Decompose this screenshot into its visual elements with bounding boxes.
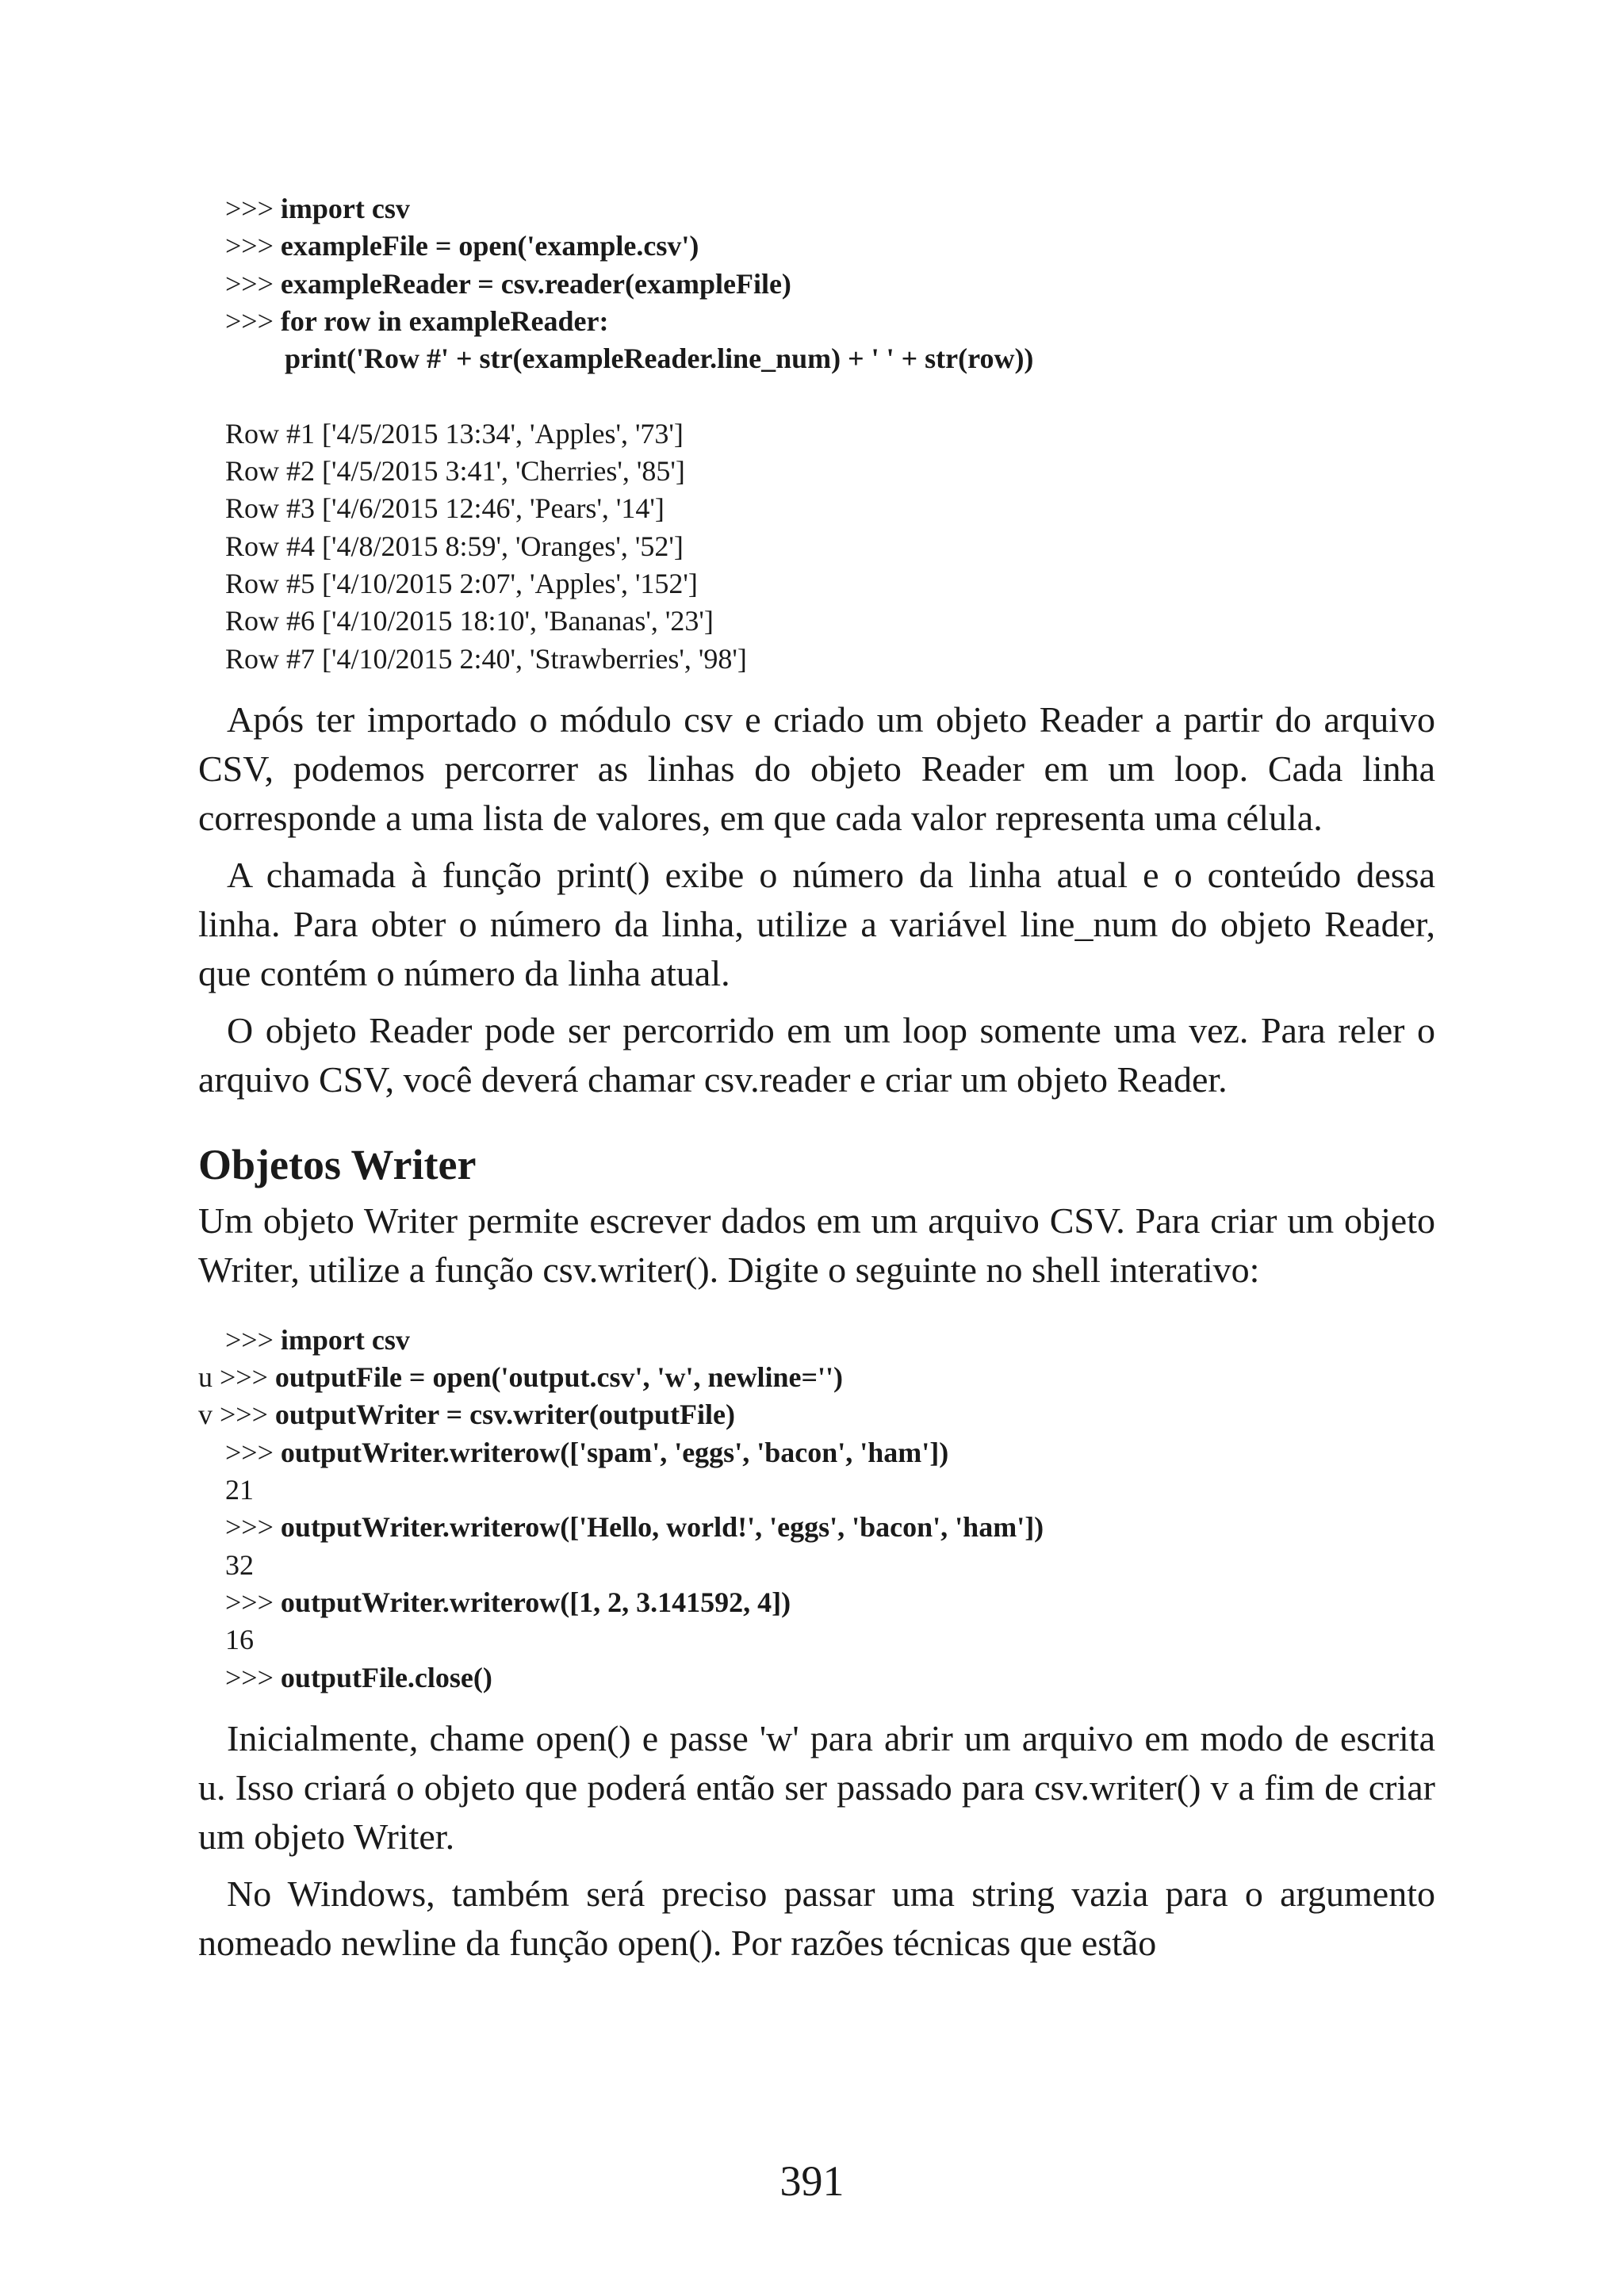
code-line: >>> outputFile.close(): [225, 1661, 492, 1693]
code-block-writer: [198, 1322, 1435, 1697]
output-line: 16: [225, 1624, 254, 1656]
output-line: Row #6 ['4/10/2015 18:10', 'Bananas', '23']: [225, 605, 714, 637]
section-intro: Um objeto Writer permite escrever dados em um arquivo CSV. Para criar um objeto Writer, utilize a função csv.writer(). Digite o seguinte no shell interativo:: [198, 1200, 1435, 1290]
code-line: >>> import csv: [225, 193, 410, 224]
code-line: >>> outputWriter.writerow(['Hello, world!', 'eggs', 'bacon', 'ham']): [225, 1511, 1044, 1544]
code-line: >>> exampleFile = open('example.csv'): [225, 230, 699, 262]
book-page: [198, 190, 1435, 1976]
page-number: 391: [779, 2157, 845, 2205]
code-block-reader: [198, 190, 1435, 678]
output-line: Row #3 ['4/6/2015 12:46', 'Pears', '14']: [225, 492, 665, 525]
callout-marker: v: [198, 1399, 220, 1431]
code-blank-line: [225, 377, 1435, 415]
body-paragraph: Inicialmente, chame open() e passe 'w' para abrir um arquivo em modo de escrita u. Isso criará o objeto que poderá então ser passado para csv.writer() v a fim de criar um objeto Writer.: [198, 1717, 1435, 1857]
output-line: Row #2 ['4/5/2015 3:41', 'Cherries', '85']: [225, 455, 685, 488]
code-line: v >>> outputWriter = csv.writer(outputFile): [198, 1399, 736, 1431]
body-paragraph: O objeto Reader pode ser percorrido em um loop somente uma vez. Para reler o arquivo CSV, você deverá chamar csv.reader e criar um objeto Reader.: [198, 1009, 1435, 1100]
output-line: 32: [225, 1548, 254, 1581]
output-line: 21: [225, 1474, 254, 1506]
code-line: >>> import csv: [225, 1323, 410, 1356]
output-line: Row #4 ['4/8/2015 8:59', 'Oranges', '52']: [225, 530, 684, 562]
output-line: Row #1 ['4/5/2015 13:34', 'Apples', '73']: [225, 417, 684, 450]
output-line: Row #5 ['4/10/2015 2:07', 'Apples', '152']: [225, 567, 698, 599]
section-heading: Objetos Writer: [198, 1140, 477, 1188]
code-line: >>> for row in exampleReader:: [225, 304, 609, 337]
body-paragraph: A chamada à função print() exibe o número da linha atual e o conteúdo dessa linha. Para obter o número da linha, utilize a variável line_num do objeto Reader, que contém o número da linha atual.: [198, 854, 1435, 993]
callout-marker: u: [198, 1361, 220, 1394]
code-line: >>> outputWriter.writerow([1, 2, 3.141592, 4]): [225, 1586, 791, 1618]
code-line: u >>> outputFile = open('output.csv', 'w', newline=''): [198, 1361, 844, 1394]
body-paragraph: Após ter importado o módulo csv e criado um objeto Reader a partir do arquivo CSV, podemos percorrer as linhas do objeto Reader em um loop. Cada linha corresponde a uma lista de valores, em que cada valor representa uma célula.: [198, 698, 1435, 838]
output-line: Row #7 ['4/10/2015 2:40', 'Strawberries', '98']: [225, 642, 747, 675]
body-paragraph: No Windows, também será preciso passar uma string vazia para o argumento nomeado newline da função open(). Por razões técnicas que estão: [198, 1873, 1435, 1963]
code-line: >>> exampleReader = csv.reader(exampleFile): [225, 267, 791, 300]
code-line: print('Row #' + str(exampleReader.line_num) + ' ' + str(row)): [285, 342, 1034, 375]
code-line: >>> outputWriter.writerow(['spam', 'eggs', 'bacon', 'ham']): [225, 1436, 949, 1468]
